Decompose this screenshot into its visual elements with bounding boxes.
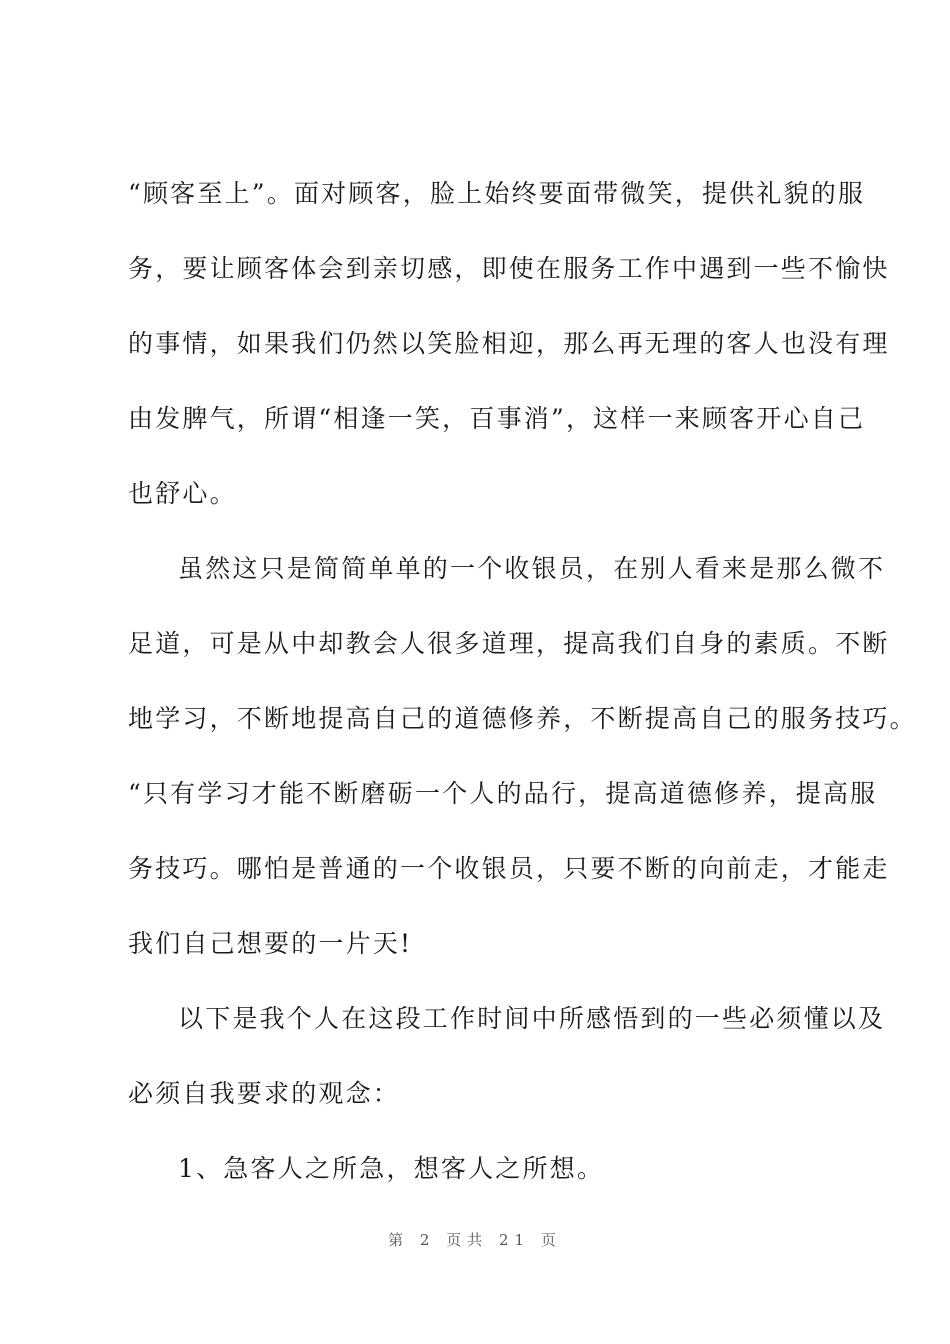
paragraph-line: 我们自己想要的一片天! <box>128 929 413 958</box>
paragraph-line: 必须自我要求的观念： <box>128 1079 401 1108</box>
paragraph-line: 务，要让顾客体会到亲切感，即使在服务工作中遇到一些不愉快 <box>128 254 890 283</box>
paragraph-line: 虽然这只是简简单单的一个收银员，在别人看来是那么微不 <box>178 554 886 583</box>
paragraph-line: 地学习，不断地提高自己的道德修养，不断提高自己的服务技巧。 <box>128 704 917 733</box>
paragraph-line: 也舒心。 <box>128 479 237 508</box>
paragraph-line: “顾客至上”。面对顾客，脸上始终要面带微笑，提供礼貌的服 <box>128 179 866 208</box>
page-number-footer: 第 2 页共 21 页 <box>388 1231 562 1249</box>
list-item: 1、急客人之所急，想客人之所想。 <box>178 1154 605 1183</box>
paragraph-line: “只有学习才能不断磨砺一个人的品行，提高道德修养，提高服 <box>128 779 878 808</box>
paragraph-line: 以下是我个人在这段工作时间中所感悟到的一些必须懂以及 <box>178 1004 886 1033</box>
paragraph-line: 足道，可是从中却教会人很多道理，提高我们自身的素质。不断 <box>128 629 890 658</box>
paragraph-line: 务技巧。哪怕是普通的一个收银员，只要不断的向前走，才能走 <box>128 854 890 883</box>
paragraph-line: 由发脾气，所谓“相逢一笑，百事消”，这样一来顾客开心自己 <box>128 404 866 433</box>
paragraph-line: 的事情，如果我们仍然以笑脸相迎，那么再无理的客人也没有理 <box>128 329 890 358</box>
